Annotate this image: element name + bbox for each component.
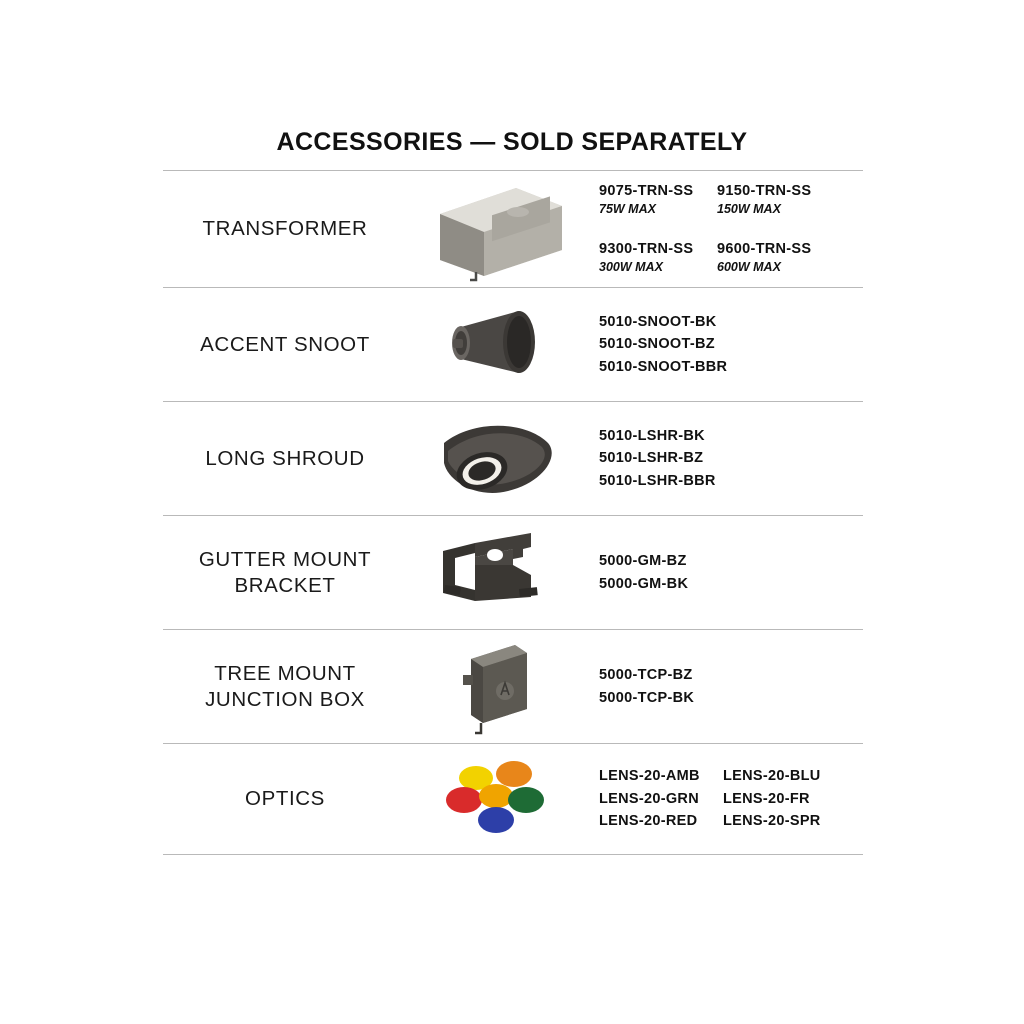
code-text: 9075-TRN-SS (599, 183, 694, 200)
table-row (163, 516, 863, 629)
accent-snoot-photo (413, 297, 581, 393)
code-text: 5000-GM-BK (599, 575, 689, 592)
code-text: 5010-SNOOT-BK (599, 313, 717, 330)
long-shroud-icon (422, 411, 572, 507)
code-note: 150W MAX (717, 202, 781, 217)
code-text: 9150-TRN-SS (717, 183, 812, 200)
tree-mount-junction-box-photo (413, 637, 581, 737)
row-label: ACCENT SNOOT (200, 332, 370, 356)
long-shroud-photo (413, 411, 581, 507)
code-group (599, 240, 717, 276)
table-row (163, 171, 863, 287)
code-note: 75W MAX (599, 202, 656, 217)
tree-mount-junction-box-icon (437, 637, 557, 737)
table-row (163, 630, 863, 743)
table-row (163, 288, 863, 401)
row-label: OPTICS (245, 787, 325, 811)
code-text: 5010-SNOOT-BBR (599, 358, 728, 375)
row-label (163, 661, 413, 712)
code-group (599, 182, 717, 218)
table-row (163, 744, 863, 854)
gutter-mount-bracket-icon (427, 527, 567, 619)
row-label-line1: GUTTER MOUNT (198, 547, 372, 571)
table-divider (163, 854, 863, 855)
code-text: 5010-LSHR-BBR (599, 472, 716, 489)
optics-lenses-photo (413, 756, 581, 842)
lens-color-cluster-icon (434, 756, 560, 842)
row-label-line2: BRACKET (234, 573, 336, 597)
gutter-mount-bracket-photo (413, 527, 581, 619)
code-note: 300W MAX (599, 259, 663, 274)
code-text: 5000-GM-BZ (599, 553, 687, 570)
code-text: 5010-SNOOT-BZ (599, 336, 715, 353)
code-text: 9600-TRN-SS (717, 241, 812, 257)
code-note: 600W MAX (717, 259, 781, 274)
accessories-table (163, 170, 863, 855)
row-codes (581, 182, 863, 275)
code-group (717, 182, 863, 218)
row-label: LONG SHROUD (205, 446, 365, 470)
row-label (163, 547, 413, 598)
row-codes (581, 765, 863, 832)
code-text: 5010-LSHR-BZ (599, 450, 704, 467)
row-codes (581, 550, 863, 595)
code-group (717, 240, 863, 276)
accent-snoot-icon (427, 297, 567, 393)
code-text: LENS-20-FR (723, 790, 810, 807)
code-text: LENS-20-RED (599, 813, 698, 830)
code-text: 5000-TCP-BZ (599, 667, 693, 684)
code-text: 5000-TCP-BK (599, 689, 695, 706)
row-label-line2: JUNCTION BOX (205, 687, 365, 711)
row-codes (581, 311, 863, 378)
table-row (163, 402, 863, 515)
row-codes (581, 425, 863, 492)
code-text: LENS-20-GRN (599, 790, 699, 807)
code-text: 9300-TRN-SS (599, 241, 694, 257)
code-text: LENS-20-SPR (723, 813, 821, 830)
row-label: TRANSFORMER (202, 217, 368, 241)
row-label-line1: TREE MOUNT (214, 661, 356, 685)
code-text: LENS-20-AMB (599, 768, 700, 785)
transformer-icon (422, 176, 572, 282)
code-text: LENS-20-BLU (723, 768, 821, 785)
transformer-photo (413, 176, 581, 282)
page-title: ACCESSORIES — SOLD SEPARATELY (276, 128, 748, 156)
code-text: 5010-LSHR-BK (599, 427, 705, 444)
row-codes (581, 664, 863, 709)
